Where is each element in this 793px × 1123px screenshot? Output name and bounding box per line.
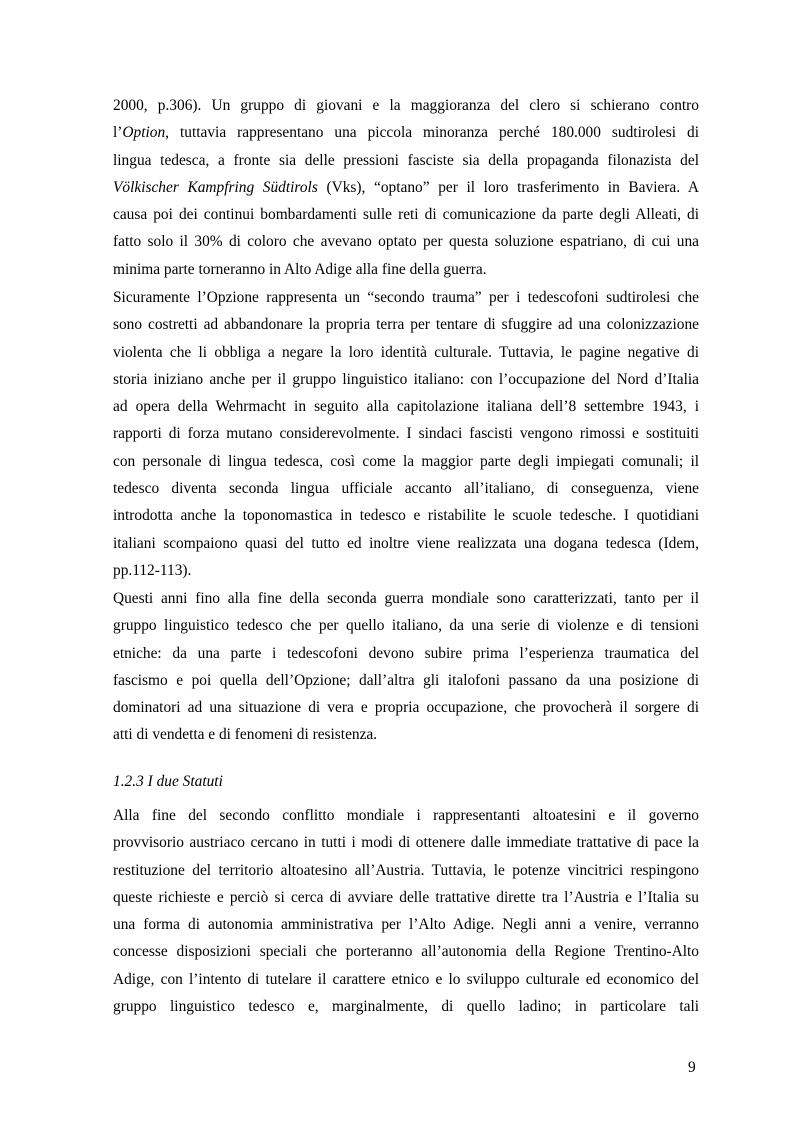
text-line: Sicuramente l’Opzione rappresenta un “secondo trauma” per i tedescofoni sudtirolesi che (113, 289, 699, 306)
text-line: violenta che li obbliga a negare la loro identità culturale. Tuttavia, le pagine negative di (113, 343, 699, 361)
text-line: fascismo e poi quella dell’Opzione; dall’altra gli italofoni passano da una posizione di (113, 671, 699, 689)
text-line: storia iniziano anche per il gruppo linguistico italiano: con l’occupazione del Nord d’Italia (113, 370, 699, 388)
text-line: italiani scompaiono quasi del tutto ed inoltre viene realizzata una dogana tedesca (Idem, (113, 534, 699, 552)
text-line: sono costretti ad abbandonare la propria terra per tentare di sfuggire ad una colonizzazione (113, 316, 699, 334)
text-line: gruppo linguistico tedesco e, marginalmente, di quello ladino; in particolare tali (113, 998, 699, 1016)
text-line: rapporti di forza mutano considerevolmente. I sindaci fascisti vengono rimossi e sostituiti (113, 425, 699, 443)
text-line: pp.112-113). (113, 561, 192, 579)
text-line: introdotta anche la toponomastica in tedesco e ristabilite le scuole tedesche. I quotidiani (113, 507, 699, 525)
italic-term: Völkischer Kampfring Südtirols (113, 178, 318, 196)
text-line: fatto solo il 30% di coloro che avevano optato per questa soluzione espatriano, di cui una (113, 233, 699, 251)
text-line: tedesco diventa seconda lingua ufficiale accanto all’italiano, di conseguenza, viene (113, 480, 699, 498)
text-line: gruppo linguistico tedesco che per quello italiano, da una serie di violenze e di tensioni (113, 617, 699, 635)
text-line: minima parte torneranno in Alto Adige alla fine della guerra. (113, 260, 487, 278)
text-span: (Vks), “optano” per il loro trasferimento in Baviera. A (317, 178, 699, 196)
text-line: concesse disposizioni speciali che porteranno all’autonomia della Regione Trentino-Alto (113, 943, 699, 961)
text-line: queste richieste e perciò si cerca di avviare delle trattative dirette tra l’Austria e l’Italia su (113, 888, 699, 906)
text-line: Adige, con l’intento di tutelare il carattere etnico e lo sviluppo culturale ed economico del (113, 970, 699, 988)
text-line: atti di vendetta e di fenomeni di resistenza. (113, 726, 378, 744)
section-heading: 1.2.3 I due Statuti (113, 773, 223, 790)
text-line: Alla fine del secondo conflitto mondiale i rappresentanti altoatesini e il governo (113, 807, 699, 824)
text-span: l’ (113, 124, 123, 142)
page-number: 9 (688, 1059, 696, 1076)
italic-term: Option (122, 124, 166, 142)
text-line (113, 174, 699, 201)
text-line: lingua tedesca, a fronte sia delle pressioni fasciste sia della propaganda filonazista del (113, 151, 699, 169)
paragraph-4 (113, 802, 699, 1020)
text-span: , tuttavia rappresentano una piccola minoranza perché 180.000 sudtirolesi di (165, 124, 699, 142)
text-line: restituzione del territorio altoatesino all’Austria. Tuttavia, le potenze vincitrici respingono (113, 861, 699, 879)
text-line: Questi anni fino alla fine della seconda guerra mondiale sono caratterizzati, tanto per il (113, 590, 699, 607)
text-line: dominatori ad una situazione di vera e propria occupazione, che provocherà il sorgere di (113, 699, 699, 717)
paragraph-3 (113, 585, 699, 749)
text-line: con personale di lingua tedesca, così come la maggior parte degli impiegati comunali; il (113, 452, 699, 470)
text-line: etniche: da una parte i tedescofoni devono subire prima l’esperienza traumatica del (113, 644, 699, 662)
text-line: una forma di autonomia amministrativa per l’Alto Adige. Negli anni a venire, verranno (113, 916, 699, 934)
text-line: causa poi dei continui bombardamenti sulle reti di comunicazione da parte degli Alleati, di (113, 206, 699, 224)
text-line: provvisorio austriaco cercano in tutti i modi di ottenere dalle immediate trattative di pace la (113, 834, 699, 852)
text-line: ad opera della Wehrmacht in seguito alla capitolazione italiana dell’8 settembre 1943, i (113, 398, 699, 416)
text-line: 2000, p.306). Un gruppo di giovani e la maggioranza del clero si schierano contro (113, 97, 699, 114)
paragraph-1 (113, 92, 699, 283)
paragraph-2 (113, 284, 699, 584)
text-line (113, 119, 699, 146)
